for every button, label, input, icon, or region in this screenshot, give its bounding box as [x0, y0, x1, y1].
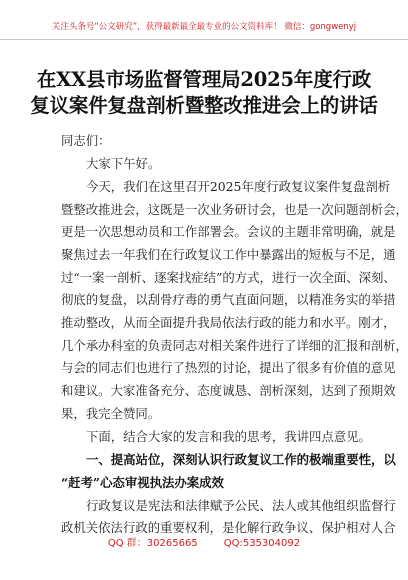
document-title-line-2: 复议案件复盘剖析暨整改推进会上的讲话	[30, 94, 378, 117]
body-line: 暨整改推进会，这既是一次业务研讨会，也是一次问题剖析会，	[61, 202, 408, 217]
body-line: 与会的同志们也进行了热烈的讨论，提出了很多有价值的意见	[61, 360, 396, 375]
body-line: 聚焦过去一年我们在行政复议工作中暴露出的短板与不足，通	[61, 247, 396, 262]
body-line: 行政复议是宪法和法律赋予公民、法人或其他组织监督行	[86, 498, 396, 513]
document-title-line-1: 在XX县市场监督管理局2025年度行政	[36, 68, 372, 91]
body-line: 推动整改，从而全面提升我局依法行政的能力和水平。刚才，	[61, 315, 396, 330]
header-notice: 关注头条号“公文研究”，获得最新最全最专业的公文资料库！ 微信：gongwenyj	[51, 22, 357, 32]
section-heading-line-1: 一、提高站位，深刻认识行政复议工作的极端重要性，以	[86, 452, 396, 467]
body-line: 和建议。大家准备充分、态度诚恳、剖析深刻，达到了预期效	[61, 383, 396, 398]
body-line: 彻底的复盘，以刮骨疗毒的勇气直面问题，以精准务实的举措	[61, 292, 396, 307]
footer-qq-number: QQ:535304092	[223, 538, 301, 549]
section-heading-line-2: “赶考”心态审视执法办案成效	[61, 475, 224, 490]
greeting: 大家下午好。	[86, 156, 161, 171]
body-line: 几个承办科室的负责同志对相关案件进行了详细的汇报和剖析，	[61, 338, 408, 353]
footer-qq-group: QQ 群：30265665	[107, 538, 198, 549]
body-line: 更是一次思想动员和工作部署会。会议的主题非常明确，就是	[61, 224, 396, 239]
body-line: 果，我完全赞同。	[61, 406, 161, 421]
body-line: 今天，我们在这里召开2025年度行政复议案件复盘剖析	[86, 179, 391, 194]
salutation: 同志们：	[61, 133, 111, 148]
body-line: 过“一案一剖析、逐案找症结”的方式，进行一次全面、深刻、	[61, 270, 396, 285]
footer-contact	[0, 534, 408, 549]
body-line: 下面，结合大家的发言和我的思考，我讲四点意见。	[86, 429, 371, 444]
header-bar	[0, 0, 408, 40]
body-line: 政机关依法行政的重要权利，是化解行政争议、保护相对人合	[61, 520, 396, 535]
